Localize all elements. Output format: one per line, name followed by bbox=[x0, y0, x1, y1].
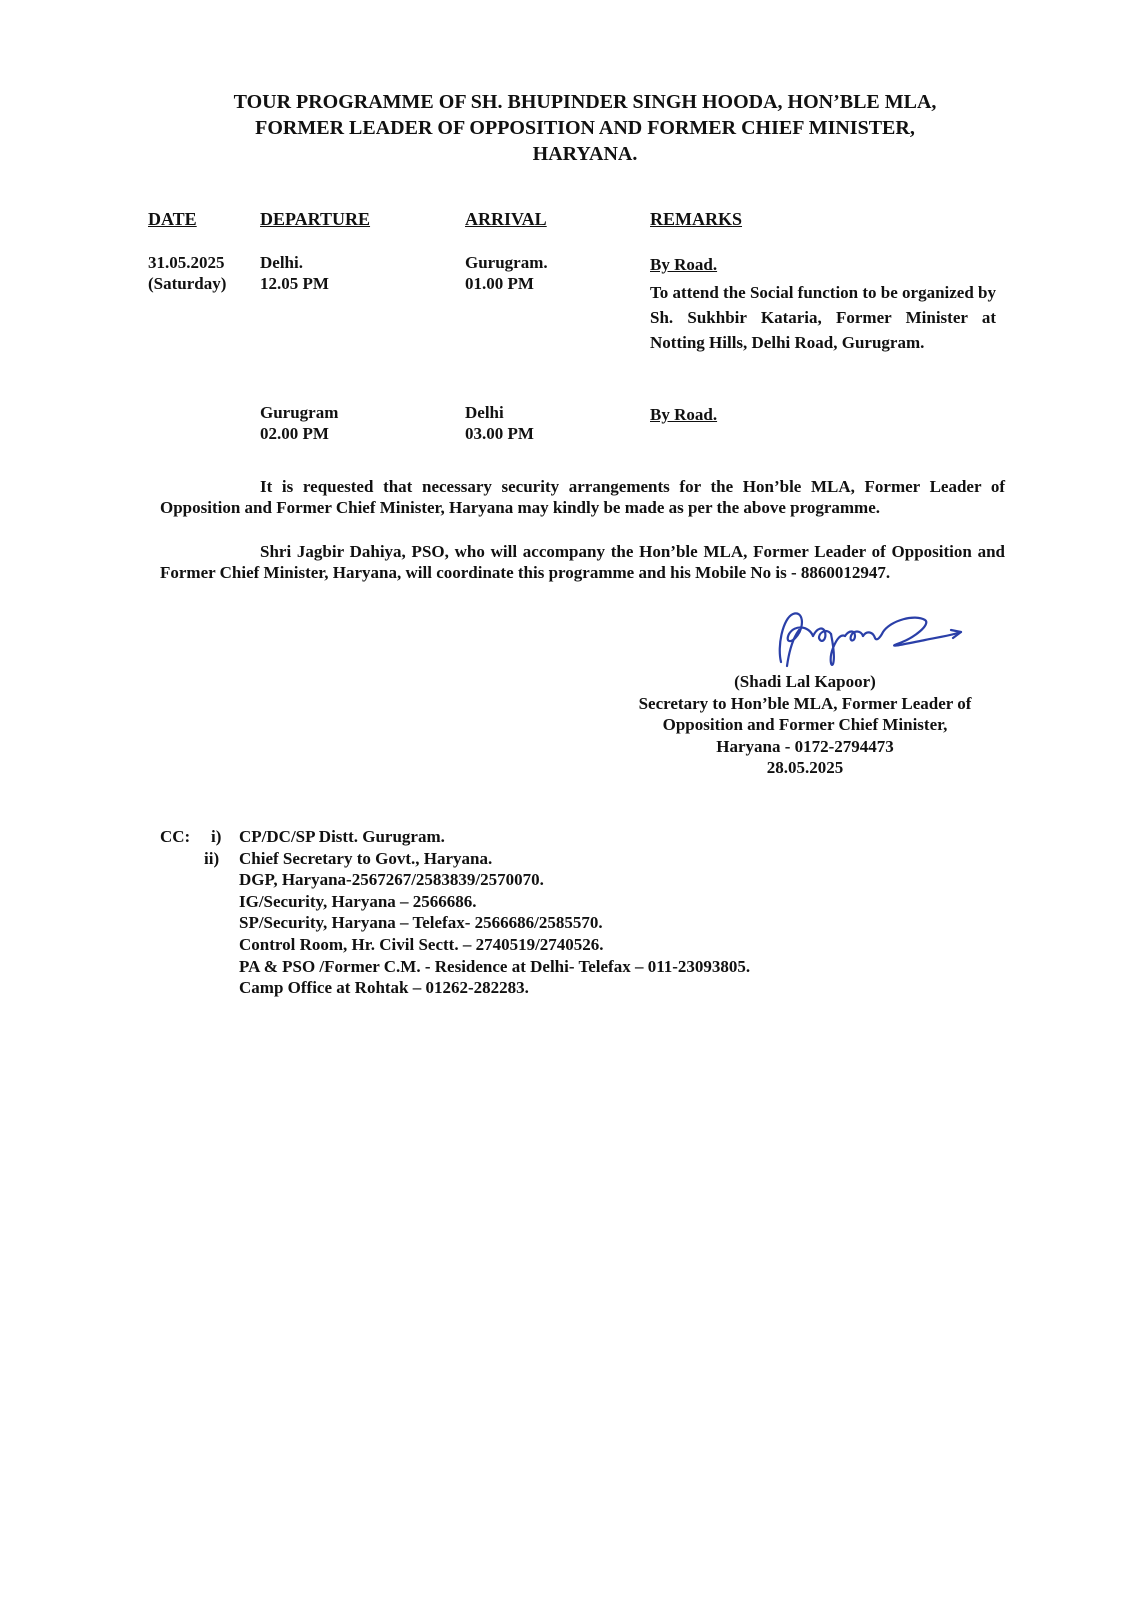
signatory-name: (Shadi Lal Kapoor) bbox=[734, 672, 876, 691]
cc-line: Control Room, Hr. Civil Sectt. – 2740519/2740526. bbox=[239, 934, 604, 954]
row-1-departure-place: Delhi. bbox=[260, 253, 303, 272]
schedule-row-1-departure bbox=[260, 252, 329, 294]
row-1-mode: By Road. bbox=[650, 255, 718, 274]
signatory-block bbox=[605, 671, 1005, 779]
cc-marker: i) bbox=[211, 827, 222, 846]
row-2-arrival-place: Delhi bbox=[465, 403, 504, 422]
cc-line: CP/DC/SP Distt. Gurugram. bbox=[239, 827, 445, 846]
paragraph-security-request bbox=[160, 476, 1005, 518]
paragraph-pso-coordination bbox=[160, 541, 1005, 583]
title-line-3: HARYANA. bbox=[532, 143, 638, 165]
row-1-remark: To attend the Social function to be organized by Sh. Sukhbir Kataria, Former Minister at Notting Hills, Delhi Road, Gurugram. bbox=[650, 283, 997, 352]
cc-line: SP/Security, Haryana – Telefax- 2566686/2585570. bbox=[239, 913, 603, 933]
header-date: DATE bbox=[148, 209, 197, 229]
cc-line: Camp Office at Rohtak – 01262-282283. bbox=[239, 978, 529, 998]
cc-item bbox=[204, 848, 750, 870]
cc-line: PA & PSO /Former C.M. - Residence at Delhi- Telefax – 011-23093805. bbox=[239, 956, 751, 976]
header-arrival: ARRIVAL bbox=[465, 209, 547, 229]
signature-image bbox=[775, 608, 965, 674]
header-departure: DEPARTURE bbox=[260, 209, 371, 229]
cc-list bbox=[204, 826, 751, 999]
signatory-designation-2: Opposition and Former Chief Minister, bbox=[662, 715, 948, 734]
row-1-day: (Saturday) bbox=[148, 274, 227, 293]
signatory-designation-1: Secretary to Hon’ble MLA, Former Leader of bbox=[638, 693, 972, 713]
schedule-row-1-date bbox=[148, 252, 226, 294]
row-2-arrival-time: 03.00 PM bbox=[465, 424, 534, 443]
signatory-date: 28.05.2025 bbox=[766, 758, 844, 777]
schedule-row-2-arrival bbox=[465, 402, 534, 444]
cc-item bbox=[211, 826, 750, 848]
document-title bbox=[150, 89, 1020, 167]
cc-label: CC: bbox=[160, 827, 191, 846]
cc-marker: ii) bbox=[204, 848, 220, 868]
schedule-row-1-arrival bbox=[465, 252, 548, 294]
row-2-departure-place: Gurugram bbox=[260, 403, 339, 422]
paragraph-1-text: It is requested that necessary security arrangements for the Hon’ble MLA, Former Leader of Opposition and Former Chief Minister, Haryana may kindly be made as per the above programme. bbox=[160, 477, 1005, 517]
title-line-2: FORMER LEADER OF OPPOSITION AND FORMER CHIEF MINISTER, bbox=[255, 117, 915, 139]
cc-line: IG/Security, Haryana – 2566686. bbox=[239, 891, 477, 911]
row-2-departure-time: 02.00 PM bbox=[260, 424, 329, 443]
header-remarks: REMARKS bbox=[650, 209, 743, 229]
row-2-mode: By Road. bbox=[650, 405, 718, 424]
signatory-designation-3: Haryana - 0172-2794473 bbox=[716, 736, 894, 756]
row-1-departure-time: 12.05 PM bbox=[260, 274, 329, 293]
title-line-1: TOUR PROGRAMME OF SH. BHUPINDER SINGH HOODA, HON’BLE MLA, bbox=[233, 91, 937, 113]
paragraph-2-text: Shri Jagbir Dahiya, PSO, who will accompany the Hon’ble MLA, Former Leader of Opposition and Former Chief Minister, Haryana, will coordinate this programme and his Mobile No is - 8860012947. bbox=[160, 542, 1005, 582]
row-1-date: 31.05.2025 bbox=[148, 253, 225, 272]
cc-line: DGP, Haryana-2567267/2583839/2570070. bbox=[239, 870, 544, 890]
cc-line: Chief Secretary to Govt., Haryana. bbox=[239, 848, 493, 868]
schedule-row-2-departure bbox=[260, 402, 338, 444]
row-1-arrival-time: 01.00 PM bbox=[465, 274, 534, 293]
row-1-arrival-place: Gurugram. bbox=[465, 253, 548, 272]
